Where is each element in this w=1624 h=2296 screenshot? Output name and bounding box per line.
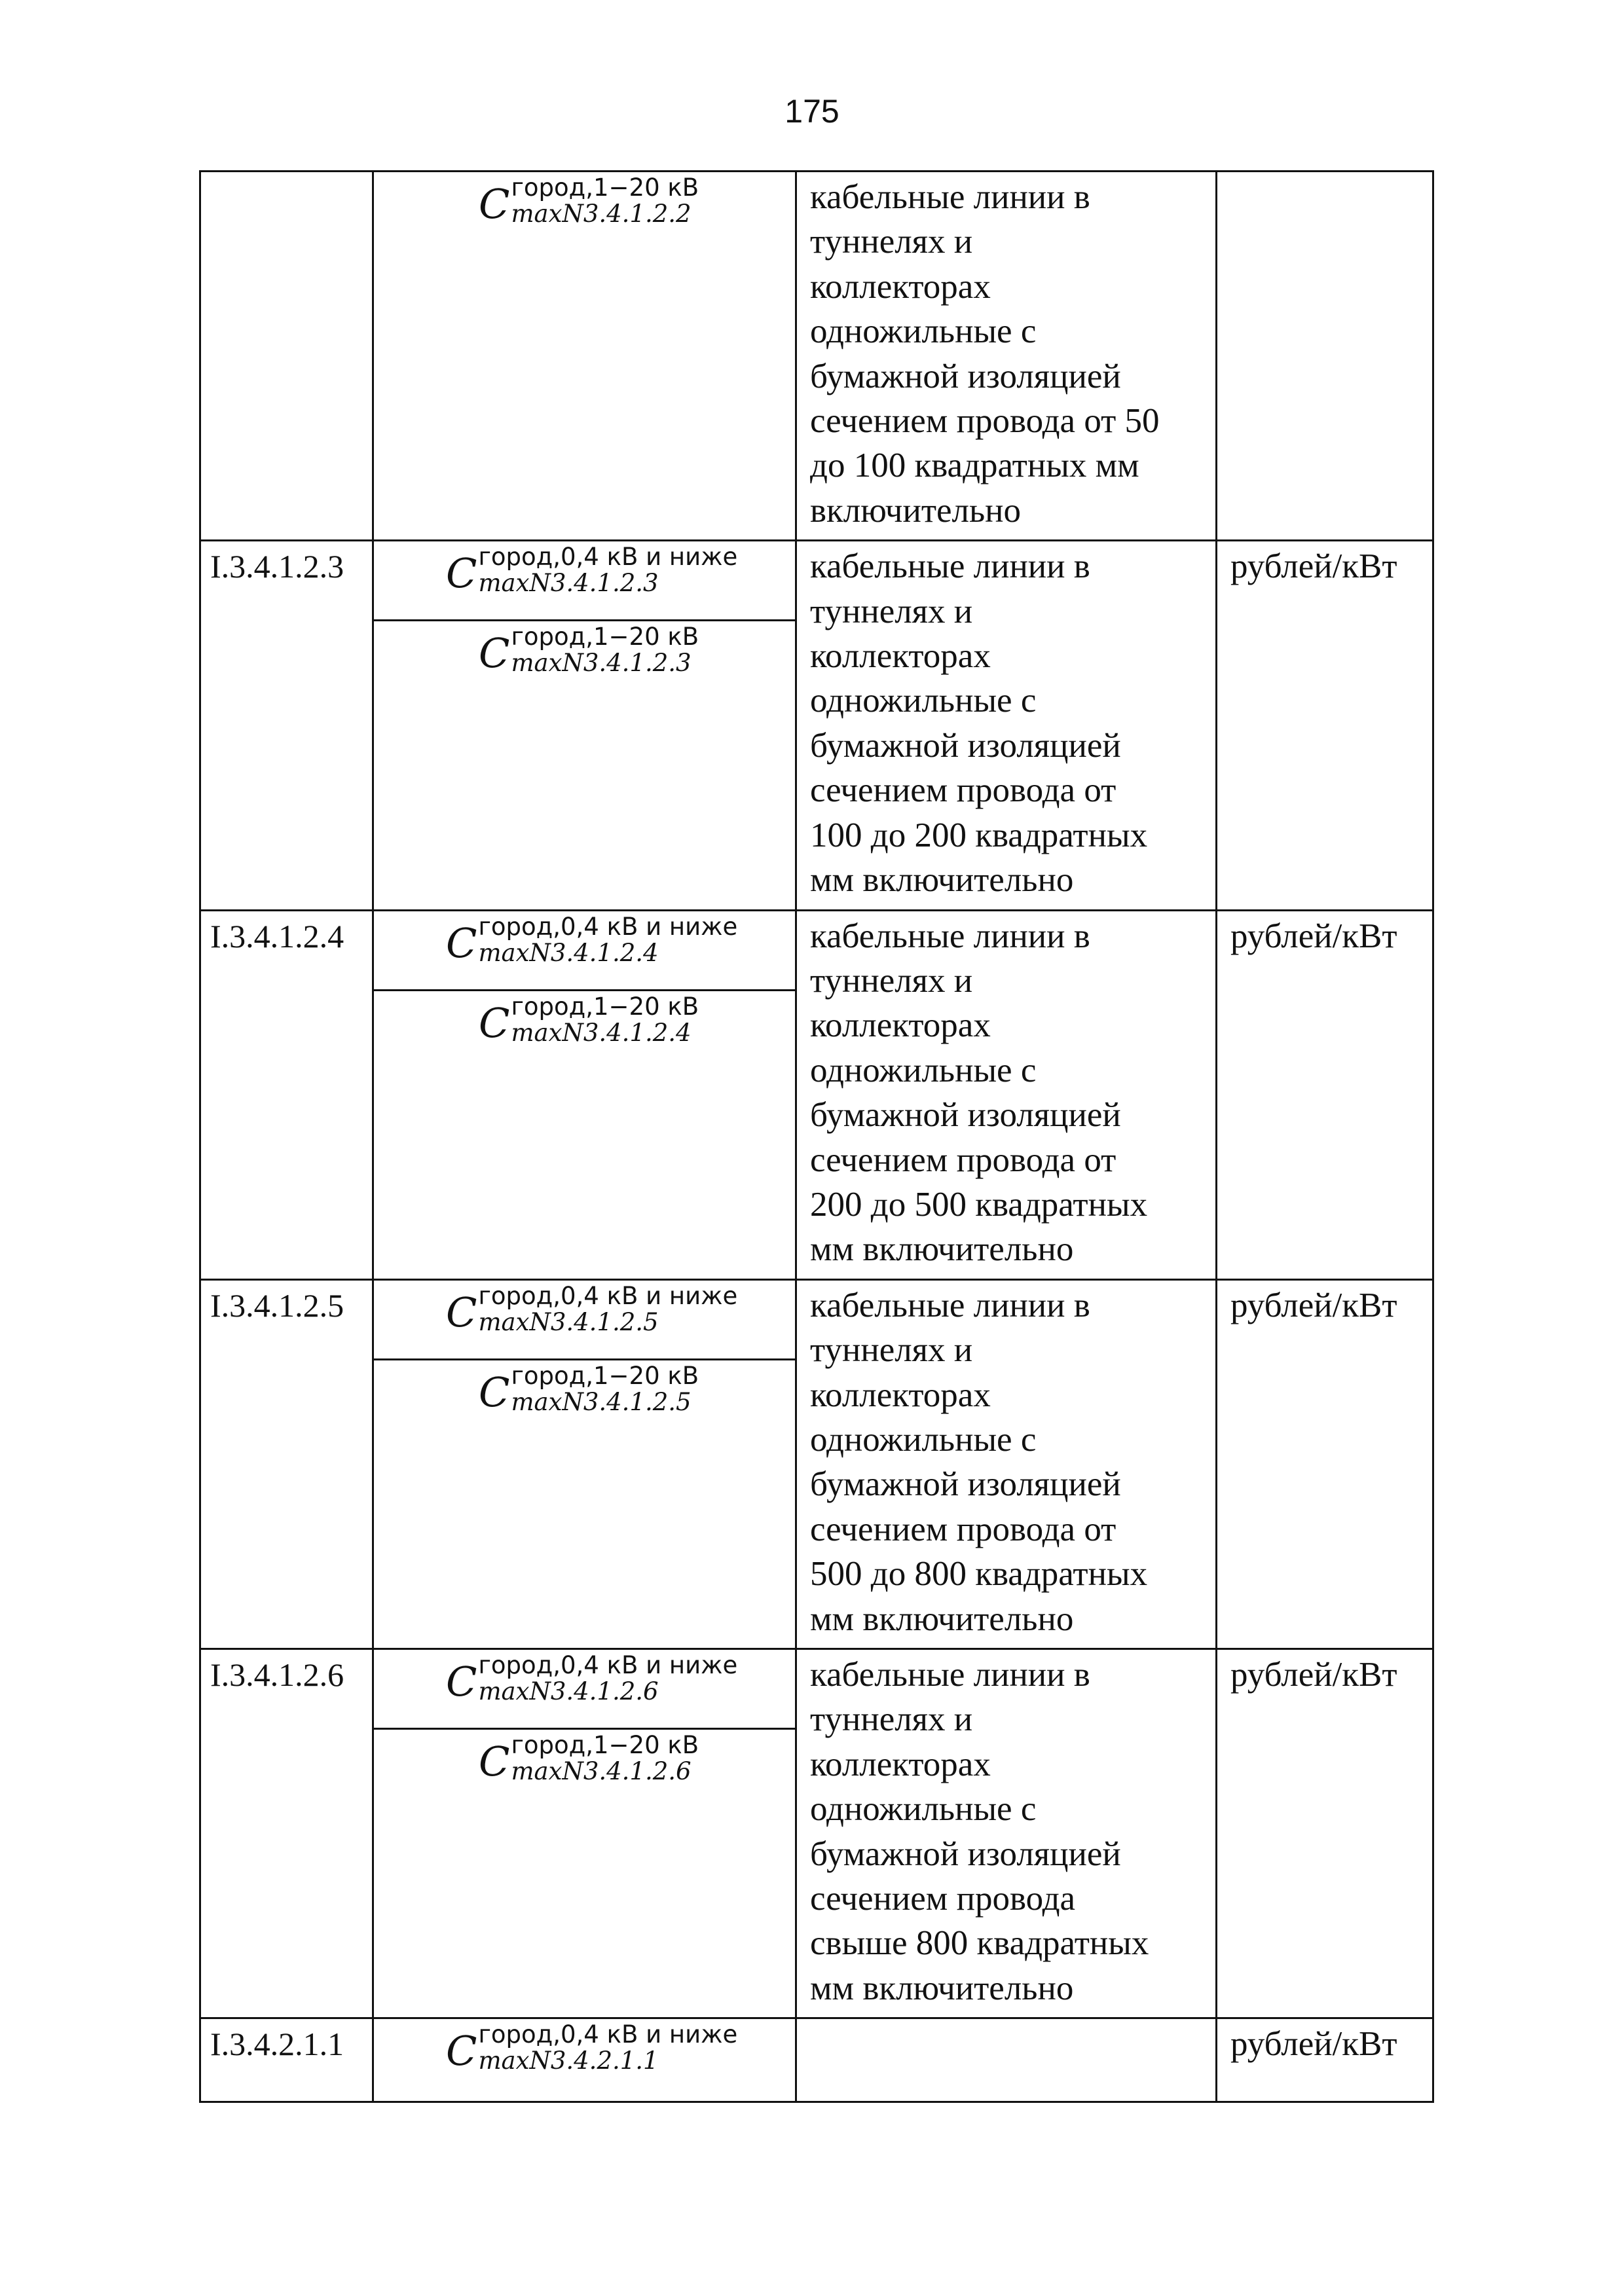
row-unit: рублей/кВт	[1230, 1656, 1397, 1694]
description-line: сечением провода от 50	[810, 402, 1160, 441]
description-line: свыше 800 квадратных	[810, 1924, 1149, 1963]
description-line: коллекторах	[810, 1376, 991, 1414]
description-cell	[796, 2018, 1217, 2102]
description-line: бумажной изоляцией	[810, 1096, 1121, 1135]
description-line: одножильные с	[810, 1420, 1037, 1459]
row-unit: рублей/кВт	[1230, 547, 1397, 586]
formula-box	[374, 621, 795, 899]
formula-subscript: maxN3.4.1.2.2	[511, 200, 692, 228]
rate-formula	[446, 1652, 737, 1705]
description-line: 500 до 800 квадратных	[810, 1555, 1148, 1594]
formula-cell	[373, 1279, 796, 1649]
description-line: сечением провода от	[810, 1510, 1116, 1548]
formula-box	[374, 172, 795, 532]
formula-scripts	[478, 1652, 737, 1705]
formula-cell	[373, 172, 796, 541]
formula-subscript: maxN3.4.1.2.4	[478, 938, 659, 967]
row-description	[797, 911, 1215, 1279]
formula-subscript: maxN3.4.1.2.6	[511, 1757, 692, 1785]
description-line: туннелях и	[810, 1331, 973, 1370]
formula-scripts	[511, 624, 699, 676]
unit-cell	[1217, 1649, 1433, 2018]
description-line: кабельные линии в	[810, 917, 1090, 955]
code-cell	[200, 2018, 373, 2102]
description-line: сечением провода от	[810, 1140, 1116, 1179]
description-line: коллекторах	[810, 1745, 991, 1783]
formula-subscript: maxN3.4.1.2.5	[511, 1387, 692, 1416]
table-row	[200, 1279, 1433, 1649]
description-line: бумажной изоляцией	[810, 1834, 1121, 1873]
formula-stack	[374, 1650, 795, 2007]
rate-formula	[479, 1732, 699, 1785]
formula-scripts	[478, 1283, 737, 1336]
formula-stack	[374, 541, 795, 899]
page-number: 175	[784, 93, 840, 130]
row-unit	[1217, 172, 1432, 175]
formula-superscript: город,1−20 кВ	[511, 623, 699, 651]
row-unit: рублей/кВт	[1230, 2025, 1397, 2064]
formula-subscript: maxN3.4.1.2.3	[511, 649, 692, 678]
formula-superscript: город,0,4 кВ и ниже	[478, 543, 738, 572]
description-line: одножильные с	[810, 1790, 1037, 1829]
code-cell	[200, 1279, 373, 1649]
description-cell	[796, 1279, 1217, 1649]
rate-formula	[479, 994, 699, 1046]
formula-cell	[373, 2018, 796, 2102]
code-cell	[200, 1649, 373, 2018]
description-line: мм включительно	[810, 1599, 1074, 1638]
formula-superscript: город,0,4 кВ и ниже	[478, 1281, 738, 1310]
formula-subscript: maxN3.4.1.2.3	[478, 569, 659, 598]
table-row	[200, 172, 1433, 541]
formula-superscript: город,0,4 кВ и ниже	[478, 1651, 738, 1679]
row-unit: рублей/кВт	[1230, 917, 1397, 955]
row-unit: рублей/кВт	[1230, 1286, 1397, 1324]
description-line: одножильные с	[810, 682, 1037, 720]
description-cell	[796, 910, 1217, 1279]
formula-scripts	[511, 994, 699, 1046]
row-description	[797, 541, 1215, 909]
formula-box	[374, 911, 795, 991]
formula-scripts	[511, 175, 699, 227]
table-row	[200, 910, 1433, 1279]
row-description	[797, 1281, 1215, 1648]
formula-subscript: maxN3.4.2.1.1	[478, 2047, 659, 2075]
description-line: бумажной изоляцией	[810, 357, 1121, 395]
description-line: коллекторах	[810, 1006, 991, 1045]
description-line: кабельные линии в	[810, 1656, 1090, 1694]
row-code: I.3.4.1.2.6	[210, 1656, 344, 1693]
formula-stack	[374, 911, 795, 1268]
formula-symbol: C	[446, 549, 477, 598]
description-cell	[796, 541, 1217, 910]
formula-scripts	[478, 914, 737, 966]
rate-formula	[479, 1363, 699, 1415]
formula-cell	[373, 910, 796, 1279]
description-cell	[796, 172, 1217, 541]
rate-formula	[479, 624, 699, 676]
formula-box	[374, 541, 795, 621]
formula-superscript: город,0,4 кВ и ниже	[478, 912, 738, 941]
description-line: туннелях и	[810, 1700, 973, 1739]
description-line: кабельные линии в	[810, 1286, 1090, 1324]
row-code: I.3.4.1.2.5	[210, 1286, 344, 1324]
code-cell	[200, 910, 373, 1279]
formula-subscript: maxN3.4.1.2.5	[478, 1307, 659, 1336]
rate-formula	[479, 175, 699, 227]
unit-cell	[1217, 910, 1433, 1279]
rate-formula	[446, 1283, 737, 1336]
rate-formula	[446, 2022, 737, 2074]
formula-box	[374, 1360, 795, 1637]
row-description	[797, 172, 1215, 539]
description-line: бумажной изоляцией	[810, 1465, 1121, 1504]
description-line: до 100 квадратных мм	[810, 446, 1139, 485]
table-row	[200, 2018, 1433, 2102]
formula-symbol: C	[479, 1368, 510, 1416]
formula-symbol: C	[446, 919, 477, 967]
description-line: 100 до 200 квадратных	[810, 816, 1148, 854]
table-row	[200, 1649, 1433, 2018]
description-line: кабельные линии в	[810, 547, 1090, 586]
formula-scripts	[478, 544, 737, 596]
description-line: сечением провода от	[810, 771, 1116, 810]
description-line: сечением провода	[810, 1880, 1076, 1918]
description-line: 200 до 500 квадратных	[810, 1185, 1148, 1224]
row-code: I.3.4.1.2.4	[210, 917, 344, 955]
rate-formula	[446, 914, 737, 966]
formula-cell	[373, 541, 796, 910]
row-code	[201, 172, 372, 175]
description-line: бумажной изоляцией	[810, 726, 1121, 765]
formula-symbol: C	[479, 998, 510, 1047]
row-description	[797, 1650, 1215, 2017]
unit-cell	[1217, 1279, 1433, 1649]
formula-box	[374, 2019, 795, 2101]
formula-box	[374, 1281, 795, 1360]
formula-stack	[374, 1281, 795, 1637]
formula-superscript: город,1−20 кВ	[511, 173, 699, 202]
formula-stack	[374, 2019, 795, 2101]
formula-symbol: C	[479, 1738, 510, 1785]
code-cell	[200, 541, 373, 910]
formula-scripts	[478, 2022, 737, 2074]
formula-cell	[373, 1649, 796, 2018]
formula-symbol: C	[479, 180, 510, 228]
formula-superscript: город,1−20 кВ	[511, 1361, 699, 1390]
description-cell	[796, 1649, 1217, 2018]
rate-formula	[446, 544, 737, 596]
description-line: кабельные линии в	[810, 178, 1090, 216]
description-line: мм включительно	[810, 1969, 1074, 2007]
row-code: I.3.4.2.1.1	[210, 2026, 344, 2063]
formula-symbol: C	[479, 629, 510, 678]
description-line: коллекторах	[810, 267, 991, 306]
row-code: I.3.4.1.2.3	[210, 548, 344, 585]
table-row	[200, 541, 1433, 910]
unit-cell	[1217, 2018, 1433, 2102]
row-description	[797, 2019, 1215, 2028]
formula-box	[374, 1650, 795, 1730]
description-line: туннелях и	[810, 223, 973, 261]
formula-subscript: maxN3.4.1.2.4	[511, 1018, 692, 1047]
description-line: туннелях и	[810, 592, 973, 630]
tariff-table	[199, 170, 1434, 2103]
description-line: одножильные с	[810, 1051, 1037, 1089]
formula-subscript: maxN3.4.1.2.6	[478, 1677, 659, 1705]
formula-box	[374, 991, 795, 1268]
description-line: мм включительно	[810, 861, 1074, 900]
unit-cell	[1217, 172, 1433, 541]
formula-superscript: город,1−20 кВ	[511, 1731, 699, 1759]
description-line: одножильные с	[810, 312, 1037, 351]
formula-box	[374, 1730, 795, 2007]
description-line: мм включительно	[810, 1230, 1074, 1269]
unit-cell	[1217, 541, 1433, 910]
formula-superscript: город,0,4 кВ и ниже	[478, 2020, 738, 2049]
formula-symbol: C	[446, 2027, 477, 2075]
description-line: включительно	[810, 491, 1021, 530]
code-cell	[200, 172, 373, 541]
formula-stack	[374, 172, 795, 532]
formula-scripts	[511, 1732, 699, 1785]
formula-scripts	[511, 1363, 699, 1415]
formula-superscript: город,1−20 кВ	[511, 992, 699, 1021]
formula-symbol: C	[446, 1288, 477, 1336]
description-line: коллекторах	[810, 637, 991, 676]
formula-symbol: C	[446, 1658, 477, 1705]
description-line: туннелях и	[810, 961, 973, 1000]
